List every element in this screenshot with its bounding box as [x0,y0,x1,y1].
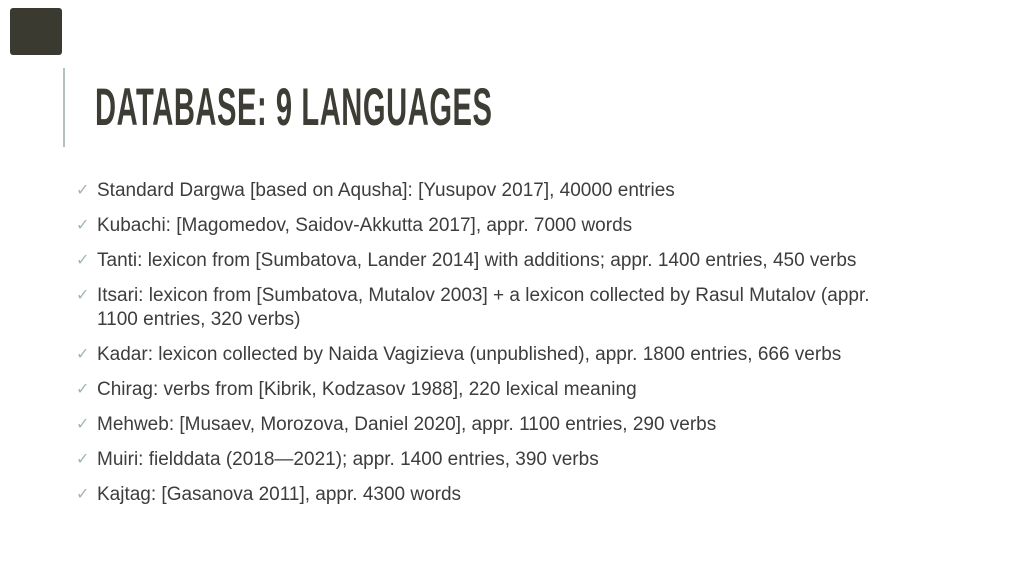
list-item [76,413,894,437]
list-item-text: Kadar: lexicon collected by Naida Vagizieva (unpublished), appr. 1800 entries, 666 verbs [97,344,842,365]
list-item-text: Tanti: lexicon from [Sumbatova, Lander 2014] with additions; appr. 1400 entries, 450 verbs [97,250,857,271]
title-rule [63,68,65,147]
list-item [76,343,894,367]
list-item [76,249,894,273]
check-icon: ✓ [76,381,90,398]
check-icon: ✓ [76,346,90,363]
check-icon: ✓ [76,451,90,468]
list-item-text: Muiri: fielddata (2018—2021); appr. 1400 entries, 390 verbs [97,449,599,470]
title-area [63,68,818,147]
corner-accent-square [10,8,62,55]
list-item-text: Mehweb: [Musaev, Morozova, Daniel 2020], appr. 1100 entries, 290 verbs [97,414,717,435]
list-item-text: Kajtag: [Gasanova 2011], appr. 4300 words [97,484,462,505]
check-icon: ✓ [76,182,90,199]
list-item [76,214,894,238]
list-item-text: Itsari: lexicon from [Sumbatova, Mutalov 2003] + a lexicon collected by Rasul Mutalov (appr. 1100 entries, 320 verbs) [97,285,870,330]
list-item [76,483,894,507]
list-item-text: Chirag: verbs from [Kibrik, Kodzasov 1988], 220 lexical meaning [97,379,637,400]
list-item [76,448,894,472]
list-item-text: Kubachi: [Magomedov, Saidov-Akkutta 2017], appr. 7000 words [97,215,633,236]
list-item [76,284,894,332]
list-item [76,378,894,402]
check-icon: ✓ [76,217,90,234]
check-icon: ✓ [76,486,90,503]
check-icon: ✓ [76,416,90,433]
slide-title: DATABASE: 9 LANGUAGES [95,78,493,137]
list-item-text: Standard Dargwa [based on Aqusha]: [Yusupov 2017], 40000 entries [97,180,675,201]
list-item [76,179,894,203]
check-icon: ✓ [76,252,90,269]
check-icon: ✓ [76,287,90,304]
bullet-list [76,179,894,518]
